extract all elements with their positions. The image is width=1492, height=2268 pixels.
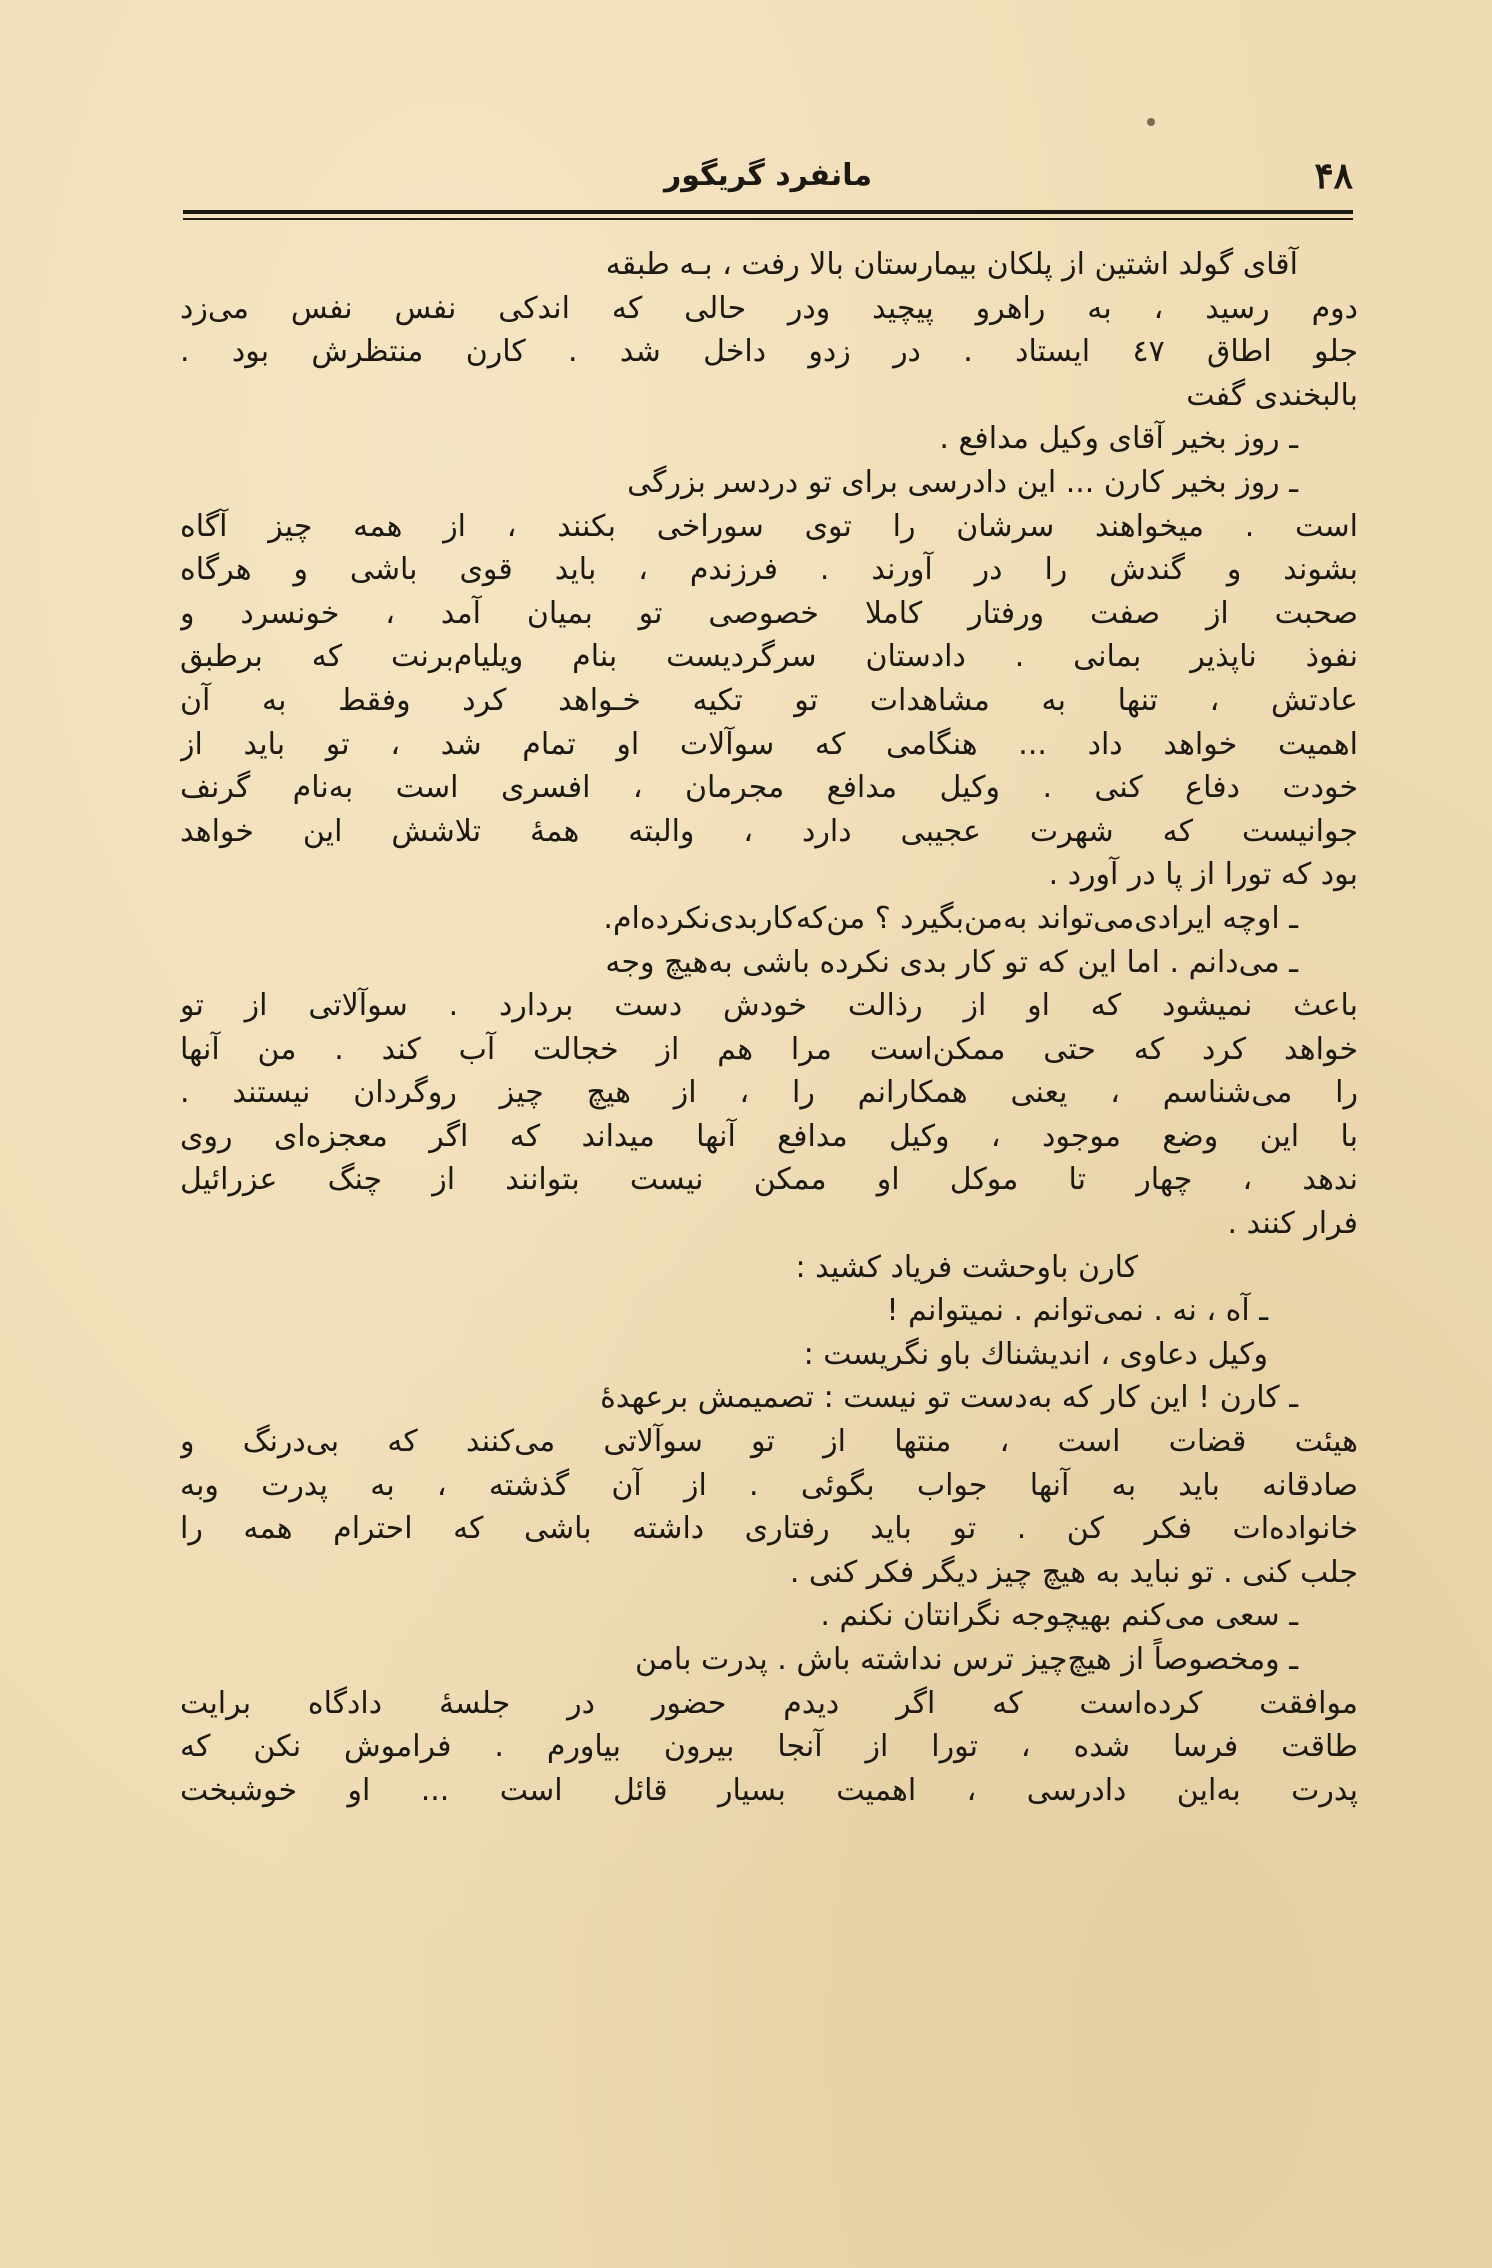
text-line: جوانیست که شهرت عجیبی دارد ، والبته همهٔ تلاشش این خواهد bbox=[180, 813, 1358, 849]
text-line: صادقانه باید به آنها جواب بگوئی . از آن گذشته ، به پدرت وبه bbox=[180, 1467, 1358, 1503]
text-line: بشوند و گندش را در آورند . فرزندم ، باید قوی باشی و هرگاه bbox=[180, 552, 1358, 588]
text-line: ـ سعی می‌کنم بهیچوجه نگرانتان نکنم . bbox=[820, 1598, 1298, 1634]
text-line: اهمیت خواهد داد ... هنگامی که سوآلات او تمام شد ، تو باید از bbox=[180, 726, 1358, 762]
text-line: آقای گولد اشتین از پلکان بیمارستان بالا رفت ، بـه طبقه bbox=[605, 247, 1298, 282]
text-line: باعث نمیشود که او از رذالت خودش دست بردارد . سوآلاتی از تو bbox=[180, 988, 1358, 1024]
text-line: کارن باوحشت فریاد کشید : bbox=[795, 1249, 1138, 1285]
page-number: ۴۸ bbox=[1314, 155, 1353, 197]
text-line: پدرت به‌این دادرسی ، اهمیت بسیار قائل است ... او خوشبخت bbox=[180, 1772, 1358, 1808]
text-line: ـ می‌دانم . اما این که تو کار بدی نکرده باشی به‌هیچ وجه bbox=[605, 944, 1298, 980]
body-text bbox=[180, 243, 1358, 1812]
text-line: بود که تورا از پا در آورد . bbox=[1048, 857, 1358, 893]
text-line: خواهد کرد که حتی ممکن‌است مرا هم از خجالت آب کند . من آنها bbox=[180, 1031, 1358, 1067]
text-line: موافقت کرده‌است که اگر دیدم حضور در جلسهٔ دادگاه برایت bbox=[180, 1685, 1358, 1721]
text-line: وکیل دعاوی ، اندیشناك باو نگریست : bbox=[803, 1336, 1268, 1372]
text-line: ـ روز بخیر کارن ... این دادرسی برای تو دردسر بزرگی bbox=[627, 464, 1298, 500]
text-line: عادتش ، تنها به مشاهدات تو تکیه خـواهد کرد وفقط به آن bbox=[180, 682, 1358, 718]
header-rule-thin bbox=[183, 218, 1353, 220]
text-line: جلب کنی . تو نباید به هیچ چیز دیگر فکر کنی . bbox=[789, 1554, 1358, 1590]
text-line: ـ آه ، نه . نمی‌توانم . نمیتوانم ! bbox=[886, 1293, 1268, 1329]
text-line: نفوذ ناپذیر بمانی . دادستان سرگردیست بنام ویلیام‌برنت که برطبق bbox=[180, 639, 1358, 675]
header-rule-thick bbox=[183, 210, 1353, 214]
text-line: است . میخواهند سرشان را توی سوراخی بکنند ، از همه چیز آگاه bbox=[180, 508, 1358, 544]
text-line: ـ روز بخیر آقای وکیل مدافع . bbox=[939, 421, 1298, 457]
text-line: ندهد ، چهار تا موکل او ممکن نیست بتوانند از چنگ عزرائیل bbox=[180, 1162, 1358, 1198]
text-line: خودت دفاع کنی . وکیل مدافع مجرمان ، افسری است به‌نام گرنف bbox=[180, 770, 1358, 806]
text-line: جلو اطاق ٤٧ ایستاد . در زدو داخل شد . کارن منتظرش بود . bbox=[180, 334, 1358, 370]
text-line: خانواده‌ات فکر کن . تو باید رفتاری داشته باشی که احترام همه را bbox=[180, 1511, 1358, 1547]
text-line: با این وضع موجود ، وکیل مدافع آنها میداند که اگر معجزه‌ای روی bbox=[180, 1118, 1358, 1154]
ink-speck bbox=[1147, 118, 1155, 126]
text-line: صحبت از صفت ورفتار کاملا خصوصی تو بمیان آمد ، خونسرد و bbox=[180, 595, 1358, 631]
running-title: مانفرد گریگور bbox=[663, 158, 873, 193]
text-line: بالبخندی گفت bbox=[1186, 377, 1358, 413]
text-line: را می‌شناسم ، یعنی همکارانم را ، از هیچ چیز روگردان نیستند . bbox=[180, 1075, 1358, 1111]
page-header bbox=[183, 150, 1353, 206]
text-line: ـ ومخصوصاً از هیچ‌چیز ترس نداشته باش . پدرت بامن bbox=[635, 1642, 1298, 1677]
text-line: دوم رسید ، به راهرو پیچید ودر حالی که اندکی نفس نفس می‌زد bbox=[180, 290, 1358, 326]
text-line: ـ اوچه ایرادی‌می‌تواند به‌من‌بگیرد ؟ من‌که‌کاربدی‌نکرده‌ام. bbox=[603, 900, 1298, 936]
text-line: ـ کارن ! این کار که به‌دست تو نیست : تصمیمش برعهدهٔ bbox=[600, 1380, 1298, 1416]
text-line: هیئت قضات است ، منتها از تو سوآلاتی می‌کنند که بی‌درنگ و bbox=[180, 1424, 1358, 1460]
text-line: طاقت فرسا شده ، تورا از آنجا بیرون بیاورم . فراموش نکن که bbox=[180, 1729, 1358, 1765]
text-line: فرار کنند . bbox=[1227, 1206, 1358, 1242]
